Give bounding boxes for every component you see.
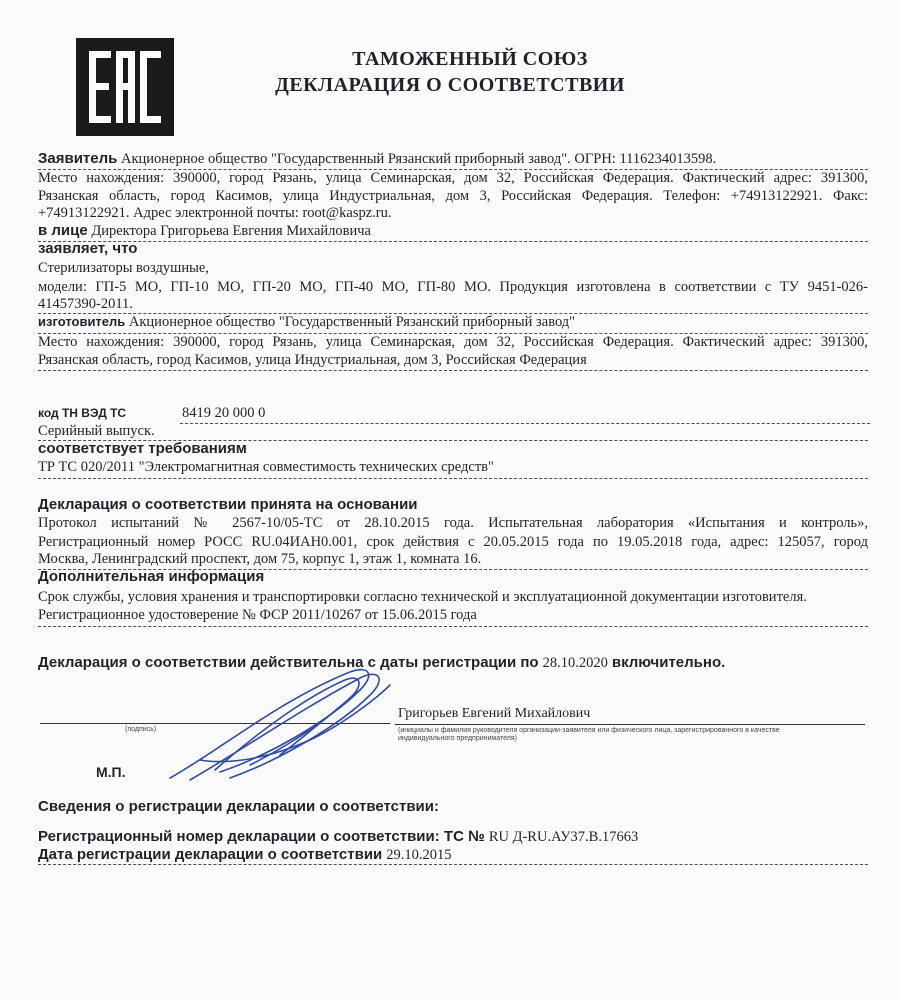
basis-line-2: Регистрационный номер РОСС RU.04ИАН0.001, срок действия с 20.05.2015 года по 19.05.2018 года, адрес: 125057, город [38,534,868,550]
registration-heading: Сведения о регистрации декларации о соответствии: [38,798,439,815]
applicant-address-1: Место нахождения: 390000, город Рязань, улица Семинарская, дом 32, Российская Федерация. Фактический адрес: 391300, [38,170,868,186]
signer-name: Григорьев Евгений Михайлович [398,706,591,721]
mp-label: М.П. [96,764,126,780]
declares-line-2: модели: ГП-5 МО, ГП-10 МО, ГП-20 МО, ГП-40 МО, ГП-80 МО. Продукция изготовлена в соответствии с ТУ 9451-026- [38,279,868,295]
eac-logo-mark [76,38,174,136]
manufacturer-label: изготовитель [38,314,126,329]
validity-suffix: включительно. [611,654,726,671]
tnved-label: код ТН ВЭД ТС [38,406,127,420]
additional-label: Дополнительная информация [38,568,265,585]
applicant-row [38,150,716,168]
basis-line-1: Протокол испытаний № 2567-10/05-ТС от 28.10.2015 года. Испытательная лаборатория «Испытания и контроль», [38,515,868,531]
registration-number-label: Регистрационный номер декларации о соответствии: ТС № [38,828,485,845]
applicant-label: Заявитель [38,150,118,167]
represented-text: Директора Григорьева Евгения Михайловича [91,223,371,239]
basis-label: Декларация о соответствии принята на основании [38,496,418,513]
declares-label: заявляет, что [38,240,138,257]
header-line-1: ТАМОЖЕННЫЙ СОЮЗ [352,48,588,70]
registration-number-row [38,828,638,846]
applicant-address-3: +74913122921. Адрес электронной почты: root@kaspz.ru. [38,205,392,221]
represented-label: в лице [38,222,88,239]
registration-date-row [38,846,452,864]
tnved-value: 8419 20 000 0 [182,405,266,421]
signature-caption: (подпись) [125,726,157,733]
represented-row [38,222,371,240]
validity-date: 28.10.2020 [542,655,608,671]
applicant-address-2: Рязанская область, город Касимов, улица Индустриальная, дом 3, Российская Федерация. Телефон: +74913122921. Факс: [38,188,868,204]
declares-line-3: 41457390-2011. [38,296,133,312]
registration-date-value: 29.10.2015 [386,847,452,863]
manufacturer-text: Акционерное общество "Государственный Рязанский приборный завод" [128,314,576,330]
manufacturer-line-1: Место нахождения: 390000, город Рязань, улица Семинарская, дом 32, Российская Федерация. Фактический адрес: 391300, [38,334,868,350]
additional-line-1: Срок службы, условия хранения и транспортировки согласно технической и эксплуатационной документации изготовителя. [38,589,807,605]
signature-scribble [160,660,400,790]
manufacturer-line-2: Рязанская область, город Касимов, улица Индустриальная, дом 3, Российская Федерация [38,352,587,368]
additional-line-2: Регистрационное удостоверение № ФСР 2011/10267 от 15.06.2015 года [38,607,477,623]
declares-line-1: Стерилизаторы воздушные, [38,260,209,276]
complies-label: соответствует требованиям [38,440,247,457]
signer-name-line [395,724,865,725]
applicant-text: Акционерное общество "Государственный Рязанский приборный завод". ОГРН: 1116234013598. [121,151,717,167]
manufacturer-row [38,314,575,331]
basis-line-3: Москва, Ленинградский проспект, дом 75, корпус 1, этаж 1, комната 16. [38,551,482,567]
tnved-series: Серийный выпуск. [38,423,155,439]
header-line-2: ДЕКЛАРАЦИЯ О СООТВЕТСТВИИ [275,74,625,96]
registration-number-value: RU Д-RU.АУ37.В.17663 [488,829,639,845]
signer-caption: (инициалы и фамилия руководителя организации-заявителя или физического лица, зарегистрированного в качестве индивидуального предпринимателя) [398,727,780,742]
complies-text: ТР ТС 020/2011 "Электромагнитная совместимость технических средств" [38,459,494,475]
validity-prefix: Декларация о соответствии действительна с даты регистрации по [38,654,539,671]
registration-date-label: Дата регистрации декларации о соответствии [38,846,383,863]
eac-logo [76,38,174,136]
